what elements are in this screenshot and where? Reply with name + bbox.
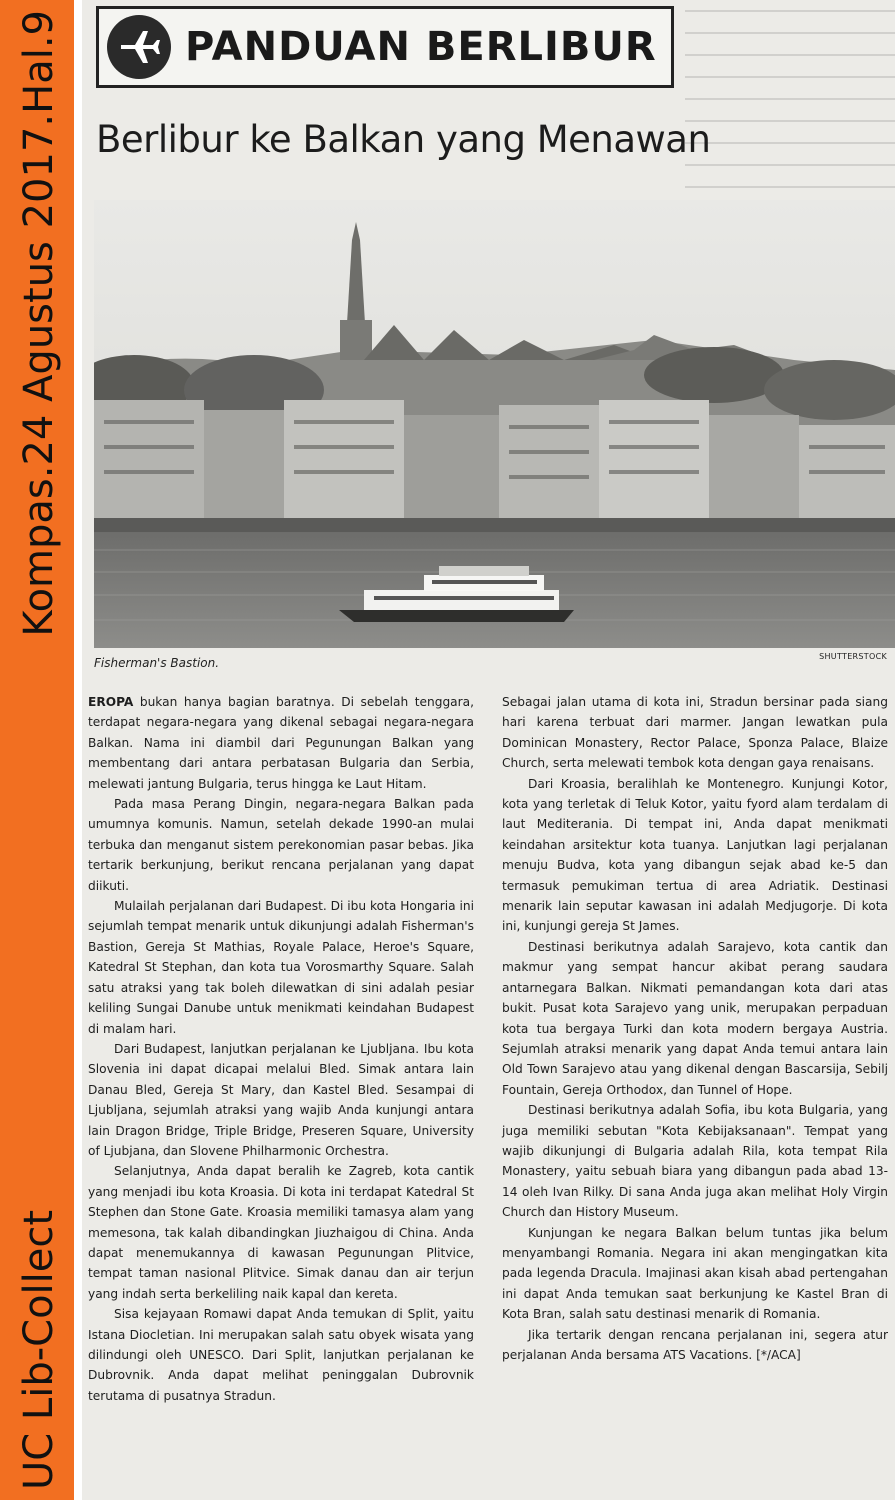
article-paragraph: Selanjutnya, Anda dapat beralih ke Zagreb, kota cantik yang menjadi ibu kota Kroasia. Di kota ini terdapat Katedral St Stephen dan Stone Gate. Kroasia memiliki tamasya alam yang memesona, tak kalah dibandingkan Jiuzhaigou di China. Anda dapat menemukannya di kawasan Pegunungan Plitvice, tempat taman nasional Plitvice. Simak danau dan air terjun yang indah serta berkeliling naik kapal dan kereta.	[88, 1164, 474, 1301]
source-label	[16, 10, 62, 1490]
article-paragraph: Jika tertarik dengan rencana perjalanan ini, segera atur perjalanan Anda bersama ATS Vacations. [*/ACA]	[502, 1327, 888, 1362]
article-paragraph: Sebagai jalan utama di kota ini, Stradun bersinar pada siang hari karena terbuat dari marmer. Jangan lewatkan pula Dominican Monastery, Rector Palace, Sponza Palace, Blaize Church, serta melewati tembok kota dengan gaya renaisans.	[502, 695, 888, 771]
collector-label: UC Lib-Collect	[16, 1209, 62, 1490]
article-paragraph: Kunjungan ke negara Balkan belum tuntas jika belum menyambangi Romania. Negara ini akan mengingatkan kita pada legenda Dracula. Imajinasi akan kisah abad pertengahan ini dapat Anda temukan saat berkunjung ke Kastel Bran di Kota Bran, salah satu destinasi menarik di Romania.	[502, 1225, 888, 1322]
section-header	[96, 6, 674, 88]
article-paragraph: Destinasi berikutnya adalah Sofia, ibu kota Bulgaria, yang juga memiliki sebutan "Kota Kebijaksanaan". Tempat yang wajib dikunjungi di Bulgaria adalah Rila, kota tempat Rila Monastery, yaitu sebuah biara yang dibangun pada abad 13-14 oleh Ivan Rilky. Di sana Anda juga akan melihat Holy Virgin Church dan History Museum.	[502, 1103, 888, 1220]
article-paragraph: Mulailah perjalanan dari Budapest. Di ibu kota Hongaria ini sejumlah tempat menarik untuk dikunjungi adalah Fisherman's Bastion, Gereja St Mathias, Royale Palace, Heroe's Square, Katedral St Stephan, dan kota tua Vorosmarthy Square. Salah satu atraksi yang tak boleh dilewatkan di sini adalah pesiar keliling Sungai Danube untuk menikmati keindahan Budapest di malam hari.	[88, 899, 474, 1036]
source-strip	[0, 0, 78, 1500]
article-column-right	[502, 692, 888, 1365]
article-photo	[94, 200, 895, 648]
newspaper-clipping	[82, 0, 895, 1500]
article-column-left	[88, 692, 474, 1406]
photo-caption: Fisherman's Bastion.	[94, 656, 220, 670]
article-paragraph: Destinasi berikutnya adalah Sarajevo, kota cantik dan makmur yang sempat hancur akibat perang saudara antarnegara Balkan. Nikmati pemandangan kota dari atas bukit. Pusat kota Sarajevo yang unik, merupakan perpaduan kota tua bergaya Turki dan kota modern bergaya Austria. Sejumlah atraksi menarik yang dapat Anda temui antara lain Old Town Sarajevo atau yang dikenal dengan Bascarsija, Sebilj Fountain, Gereja Orthodox, dan Tunnel of Hope.	[502, 939, 888, 1097]
article-paragraph: EROPA bukan hanya bagian baratnya. Di sebelah tenggara, terdapat negara-negara yang dikenal sebagai negara-negara Balkan. Nama ini diambil dari Pegunungan Balkan yang membentang dari antara perbatasan Bulgaria dan Serbia, melewati jantung Bulgaria, terus hingga ke Laut Hitam.	[88, 695, 475, 791]
article-paragraph: Dari Kroasia, beralihlah ke Montenegro. Kunjungi Kotor, kota yang terletak di Teluk Kotor, yaitu fyord alam terdalam di laut Mediterania. Di tempat ini, Anda dapat menikmati keindahan arsitektur kota tuanya. Lanjutkan lagi perjalanan menuju Budva, kota yang dibangun sejak abad ke-5 dan termasuk pemukiman tertua di area Adriatik. Destinasi menarik lain seputar kawasan ini adalah Medjugorje. Di kota ini, kunjungi gereja St James.	[502, 776, 888, 934]
article-paragraph: Dari Budapest, lanjutkan perjalanan ke Ljubljana. Ibu kota Slovenia ini dapat dicapai melalui Bled. Simak antara lain Danau Bled, Gereja St Mary, dan Kastel Bled. Sesampai di Ljubljana, sejumlah atraksi yang wajib Anda kunjungi antara lain Dragon Bridge, Triple Bridge, Preseren Square, University of Ljubjana, dan Slovene Philharmonic Orchestra.	[88, 1041, 474, 1158]
photo-credit: SHUTTERSTOCK	[819, 652, 887, 661]
article-paragraph: Pada masa Perang Dingin, negara-negara Balkan pada umumnya komunis. Namun, setelah dekade 1990-an mulai terbuka dan menganut sistem perekonomian pasar bebas. Jika tertarik berkunjung, berikut rencana perjalanan yang dapat diikuti.	[88, 797, 474, 893]
airplane-icon	[107, 15, 171, 79]
article-headline: Berlibur ke Balkan yang Menawan	[96, 118, 711, 161]
lead-word: EROPA	[88, 695, 134, 709]
article-body	[88, 692, 888, 1492]
article-paragraph: Sisa kejayaan Romawi dapat Anda temukan di Split, yaitu Istana Diocletian. Ini merupakan salah satu obyek wisata yang dilindungi oleh UNESCO. Dari Split, lanjutkan perjalanan ke Dubrovnik. Anda dapat melihat peninggalan Dubrovnik terutama di pusatnya Stradun.	[88, 1307, 474, 1403]
section-title: PANDUAN BERLIBUR	[185, 24, 657, 70]
source-citation: Kompas.24 Agustus 2017.Hal.9	[16, 10, 62, 637]
